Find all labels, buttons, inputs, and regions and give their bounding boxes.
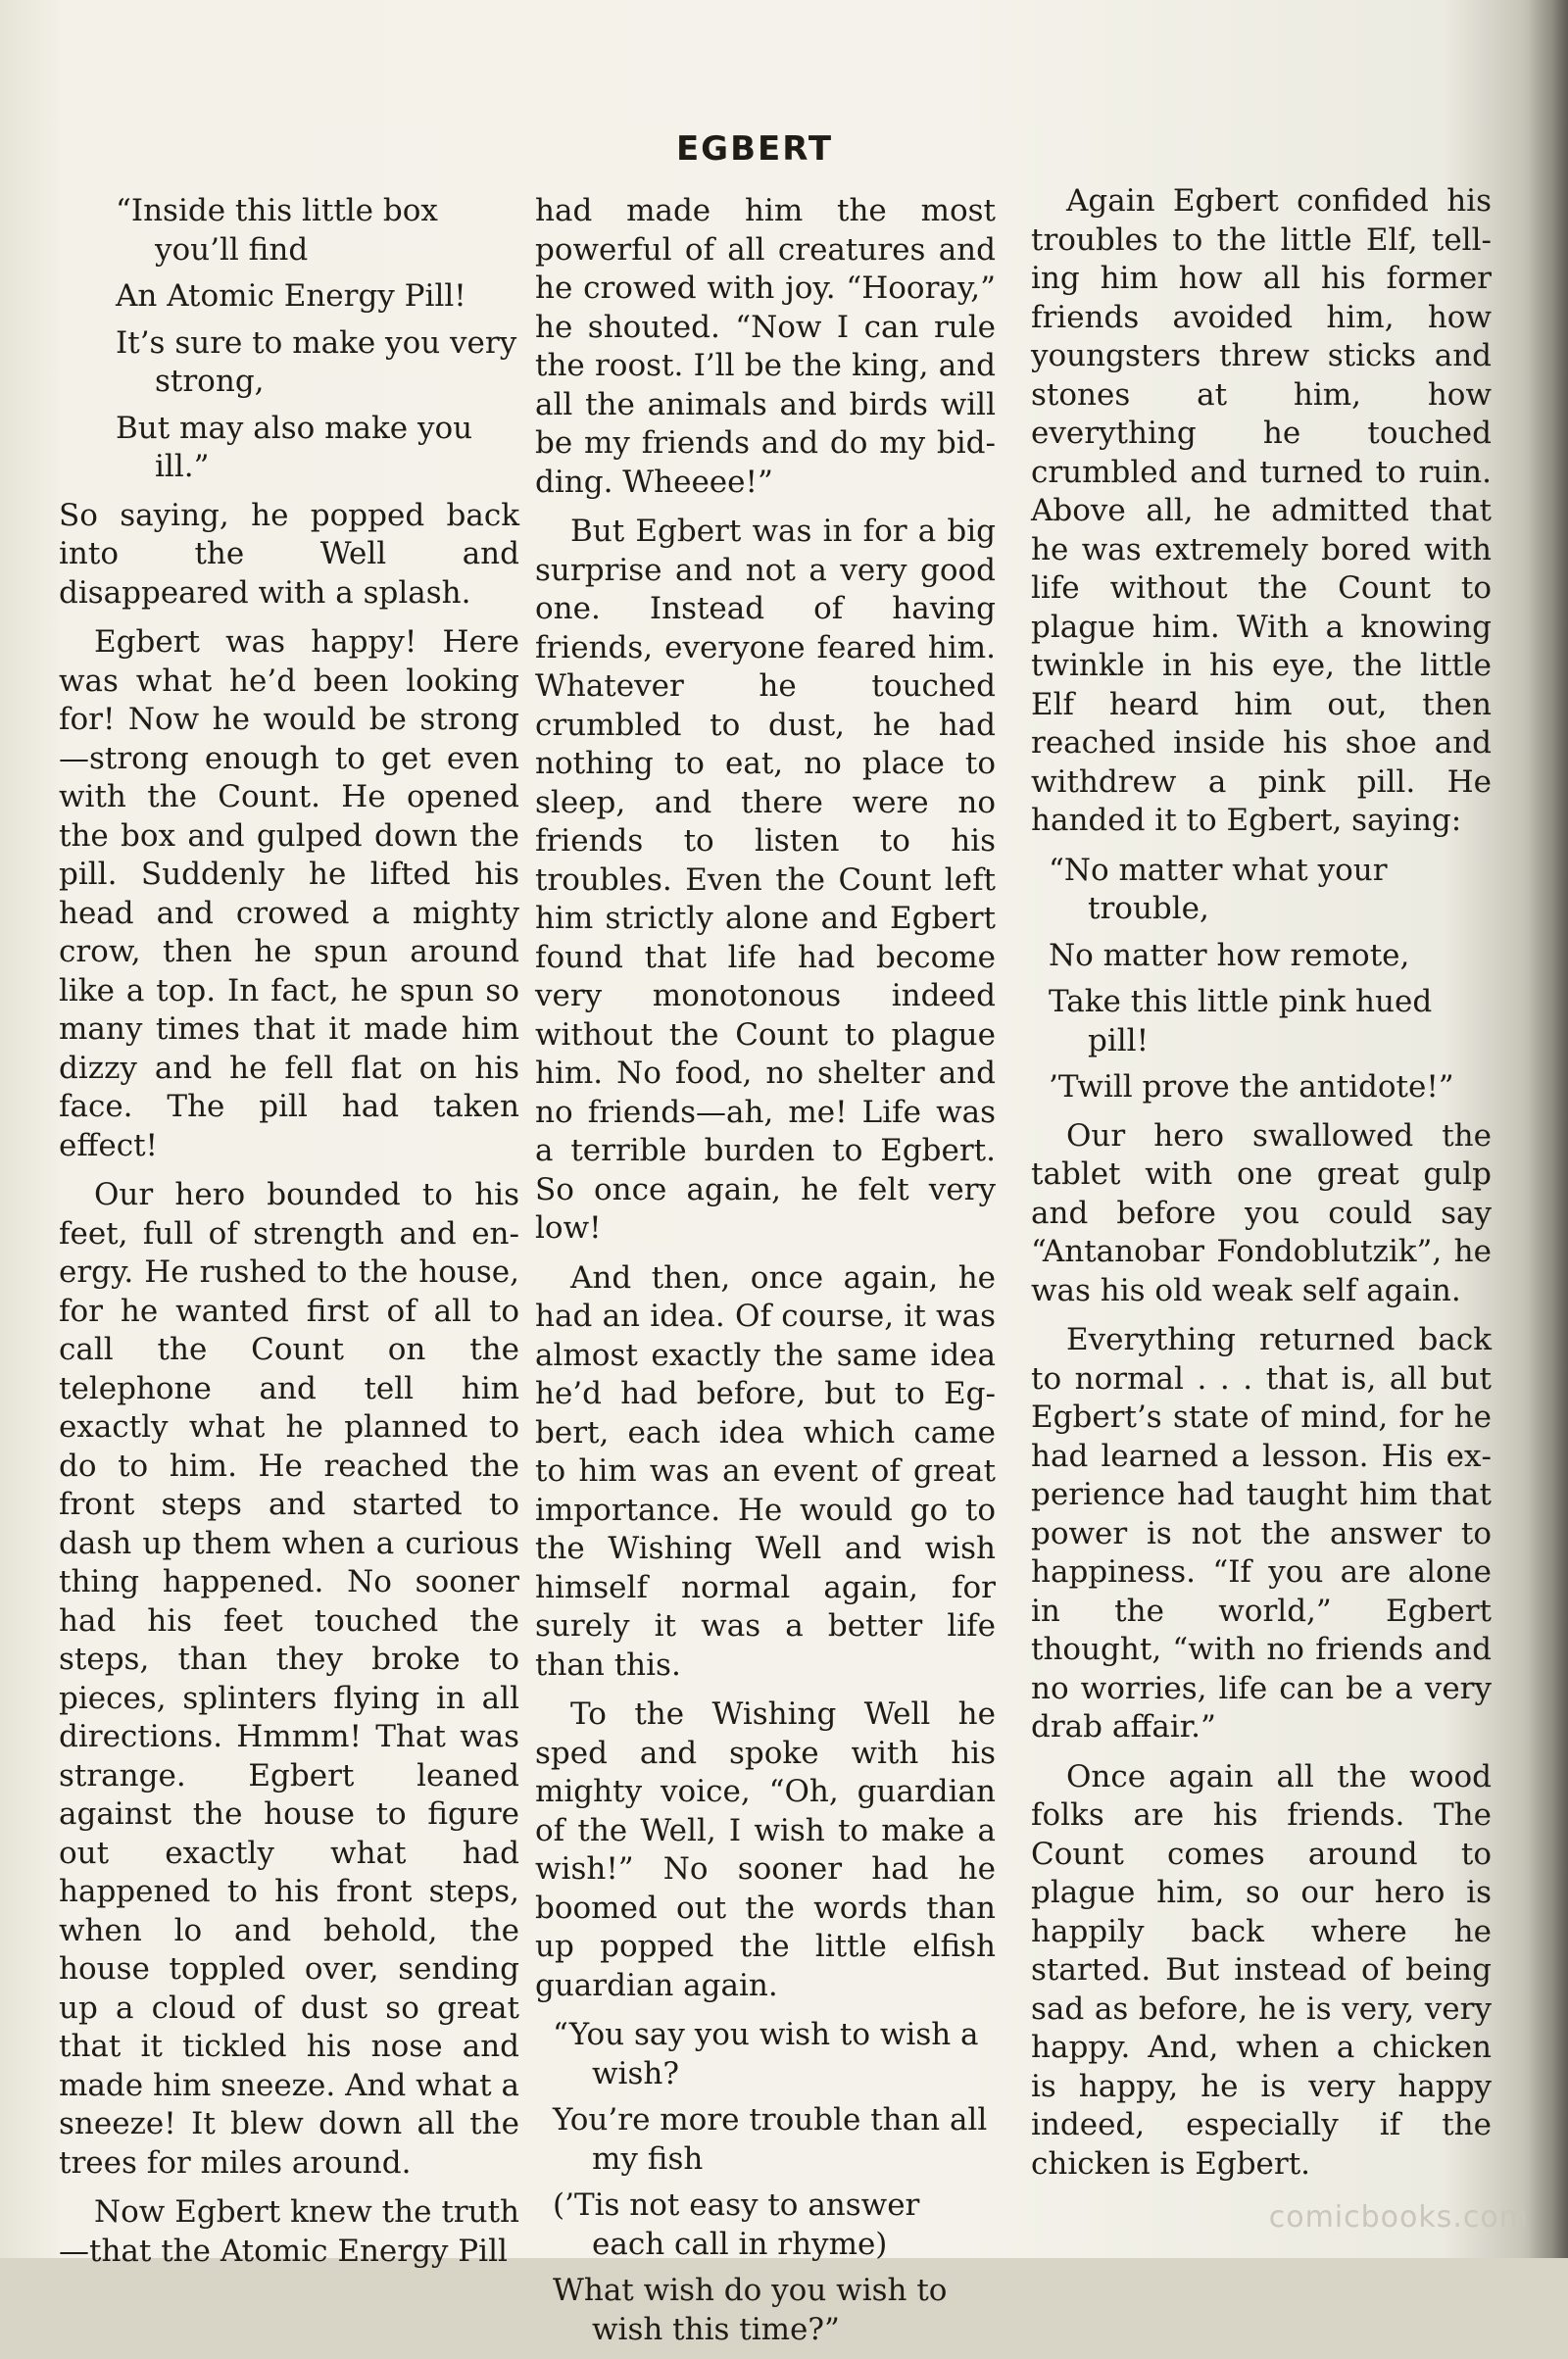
verse-wish	[535, 2016, 996, 2349]
verse-line: Take this little pink hued pill!	[1049, 984, 1433, 1058]
verse-line: It’s sure to make you very strong,	[116, 324, 517, 399]
verse-line: “No matter what your trouble,	[1049, 852, 1388, 926]
paragraph: Once again all the wood folks are his friends. The Count comes around to plague him, so our hero is happily back where he started. But instead of being sad as before, he is very, very happy. And, when a chicken is happy, he is very happy indeed, especially if the chicken is Egbert.	[1031, 1758, 1492, 2182]
verse-line: But may also make you ill.”	[116, 410, 473, 484]
verse-line: “You say you wish to wish a wish?	[553, 2017, 979, 2091]
verse-line: You’re more trouble than all my fish	[553, 2102, 988, 2177]
verse-line: ’Twill prove the antidote!”	[1049, 1069, 1454, 1105]
paragraph: To the Wishing Well he sped and spoke with his mighty voice, “Oh, guardian of the Well, I wish to make a wish!” No sooner had he boomed out the words than up popped the little elfish guardian again.	[535, 1696, 996, 2003]
paragraph: So saying, he popped back into the Well and disappeared with a splash.	[59, 497, 519, 611]
paragraph: But Egbert was in for a big surprise and not a very good one. Instead of having friends, everyone feared him. Whatever he touched crumbled to dust, he had nothing to eat, no place to sleep, and there were no friends to listen to his troubles. Even the Count left him strictly alone and Egbert found that life had become very monotonous indeed without the Count to plague him. No food, no shelter and no friends—ah, me! Life was a terrible burden to Egbert. So once again, he felt very low!	[535, 514, 996, 1246]
paragraph: Egbert was happy! Here was what he’d been looking for! Now he would be strong —strong enough to get even with the Count. He opened the box and gulped down the pill. Suddenly he lifted his head and crowed a mighty crow, then he spun around like a top. In fact, he spun so many times that it made him dizzy and he fell flat on his face. The pill had taken effect!	[59, 624, 519, 1163]
paragraph: And then, once again, he had an idea. Of course, it was almost exactly the same idea he’d had before, but to Egbert, each idea which came to him was an event of great importance. He would go to the Wishing Well and wish himself normal again, for surely it was a better life than this.	[535, 1259, 996, 1683]
verse-antidote	[1031, 852, 1492, 1107]
paragraph: Now Egbert knew the truth —that the Atomic Energy Pill	[59, 2194, 519, 2269]
paragraph: Our hero swallowed the tablet with one great gulp and before you could say “Antanobar Fondoblutzik”, he was his old weak self again.	[1031, 1117, 1492, 1308]
paragraph: had made him the most powerful of all creatures and he crowed with joy. “Hooray,” he shouted. “Now I can rule the roost. I’ll be the king, and all the animals and birds will be my friends and do my bidding. Wheeee!”	[535, 193, 996, 500]
verse-line: (’Tis not easy to answer each call in rhyme)	[553, 2187, 920, 2262]
page-title: EGBERT	[675, 129, 834, 169]
verse-line: No matter how remote,	[1049, 937, 1410, 973]
verse-line: What wish do you wish to wish this time?”	[553, 2273, 948, 2347]
page-edge-shadow	[1529, 0, 1568, 2258]
paragraph: Our hero bounded to his feet, full of strength and energy. He rushed to the house, for he wanted first of all to call the Count on the telephone and tell him exactly what he planned to do to him. He reached the front steps and started to dash up them when a curious thing happened. No sooner had his feet touched the steps, than they broke to pieces, splinters flying in all directions. Hmmm! That was strange. Egbert leaned against the house to figure out exactly what had happened to his front steps, when lo and behold, the house toppled over, sending up a cloud of dust so great that it tickled his nose and made him sneeze. And what a sneeze! It blew down all the trees for miles around.	[59, 1177, 519, 2181]
watermark: comicbooks.com	[1268, 2200, 1529, 2235]
verse-line: “Inside this little box you’ll find	[116, 193, 438, 268]
column-2	[535, 192, 996, 2359]
column-3	[1031, 182, 1492, 2194]
verse-atomic-pill	[20, 192, 519, 487]
paragraph: Everything returned back to normal . . . that is, all but Egbert’s state of mind, for he had learned a lesson. His experience had taught him that power is not the answer to happiness. “If you are alone in the world,” Egbert thought, “with no friends and no worries, life can be a very drab affair.”	[1031, 1322, 1492, 1745]
column-1	[59, 192, 519, 2282]
verse-line: An Atomic Energy Pill!	[116, 278, 466, 314]
paragraph: Again Egbert confided his troubles to the little Elf, telling him how all his former friends avoided him, how youngsters threw sticks and stones at him, how everything he touched crumbled and turned to ruin. Above all, he admitted that he was extremely bored with life without the Count to plague him. With a knowing twinkle in his eye, the little Elf heard him out, then reached inside his shoe and withdrew a pink pill. He handed it to Egbert, saying:	[1031, 183, 1492, 838]
